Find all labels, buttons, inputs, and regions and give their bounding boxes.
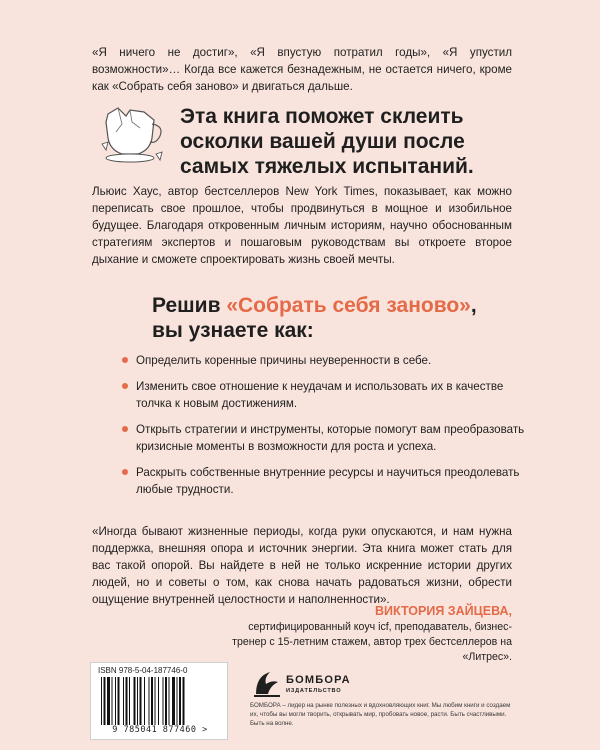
testimonial-quote: «Иногда бывают жизненные периоды, когда руки опускаются, и нам нужна поддержка, внешняя опора и источник энергии. Эта книга может стать для вас такой опорой. Вы найдете в ней не только искренние истории других людей, но и советы о том, как снова начать радоваться жизни, обрести ощущение внутренней целостности и наполненности». — [92, 525, 512, 606]
learn-prefix: Решив — [152, 294, 227, 317]
lead-paragraph: Льюис Хаус, автор бестселлеров New York Times, показывает, как можно переписать свое прошлое, чтобы продвинуться в мощное и изобильное будущее. Благодаря откровенным личным историям, научно обоснованным стратегиям экспертов и пошаговым руководствам вы откроете второе дыхание и сможете спроектировать жизнь своей мечты. — [92, 185, 512, 266]
benefits-list — [116, 352, 526, 507]
barcode-bar — [129, 677, 130, 725]
author-credentials: сертифицированный коуч icf, преподаватель, бизнес-тренер с 15-летним стажем, автор трех бестселлеров на «Литрес». — [232, 621, 512, 663]
barcode-bar — [123, 677, 124, 725]
barcode-bar — [112, 677, 113, 725]
barcode-bar — [126, 677, 128, 725]
barcode-bar — [163, 677, 164, 725]
barcode-block — [90, 662, 228, 740]
barcode-bar — [134, 677, 136, 725]
barcode-bar — [101, 677, 102, 725]
barcode-bar — [172, 677, 175, 725]
barcode-bar — [104, 677, 106, 725]
barcode-bar — [137, 677, 138, 725]
quote-author: ВИКТОРИЯ ЗАЙЦЕВА, — [375, 604, 512, 618]
publisher-sub: ИЗДАТЕЛЬСТВО — [286, 688, 342, 694]
book-title: «Собрать себя заново» — [226, 294, 471, 317]
bombora-logo-icon — [250, 666, 284, 700]
learn-heading — [152, 293, 532, 343]
list-item: Раскрыть собственные внутренние ресурсы и научиться преодолевать любые трудности. — [116, 464, 526, 498]
bullet-dot-icon — [122, 469, 128, 475]
barcode-bar — [158, 677, 159, 725]
barcode-bar — [107, 677, 110, 725]
barcode-bar — [183, 677, 185, 725]
publisher-description: БОМБОРА – лидер на рынке полезных и вдохновляющих книг. Мы любим книги и создаем их, чтобы вы могли творить, открывать мир, пробовать новое, расти. Быть счастливыми. Быть на волне. — [250, 702, 511, 727]
barcode-bar — [118, 677, 120, 725]
list-item: Определить коренные причины неуверенности в себе. — [116, 352, 526, 369]
barcode-bar — [179, 677, 181, 725]
barcode-bar — [177, 677, 178, 725]
headline: Эта книга поможет склеить осколки вашей души после самых тяжелых испытаний. — [180, 105, 474, 178]
barcode-bar — [155, 677, 156, 725]
barcode-bar — [165, 677, 167, 725]
barcode-bar — [140, 677, 142, 725]
publisher-name: БОМБОРА — [286, 674, 351, 686]
bullet-dot-icon — [122, 383, 128, 389]
list-item: Открыть стратегии и инструменты, которые помогут вам преобразовать кризисные моменты в возможности для роста и успеха. — [116, 421, 526, 455]
intro-paragraph: «Я ничего не достиг», «Я впустую потратил годы», «Я упустил возможности»… Когда все кажется безнадежным, не остается ничего, кроме как «Собрать себя заново» и двигаться дальше. — [92, 46, 512, 93]
isbn-label: ISBN 978-5-04-187746-0 — [98, 666, 188, 675]
barcode-icon — [101, 677, 219, 725]
learn-comma: , — [470, 294, 477, 317]
bullet-dot-icon — [122, 426, 128, 432]
learn-line2: вы узнаете как: — [152, 319, 314, 342]
broken-teacup-icon — [100, 104, 166, 166]
list-item: Изменить свое отношение к неудачам и использовать их в качестве толчка к новым достижениям. — [116, 378, 526, 412]
bullet-dot-icon — [122, 357, 128, 363]
barcode-bar — [151, 677, 153, 725]
barcode-bar — [169, 677, 170, 725]
barcode-bar — [115, 677, 116, 725]
barcode-digits: 9 785041 877460 > — [112, 725, 208, 735]
barcode-bar — [144, 677, 145, 725]
barcode-bar — [149, 677, 150, 725]
